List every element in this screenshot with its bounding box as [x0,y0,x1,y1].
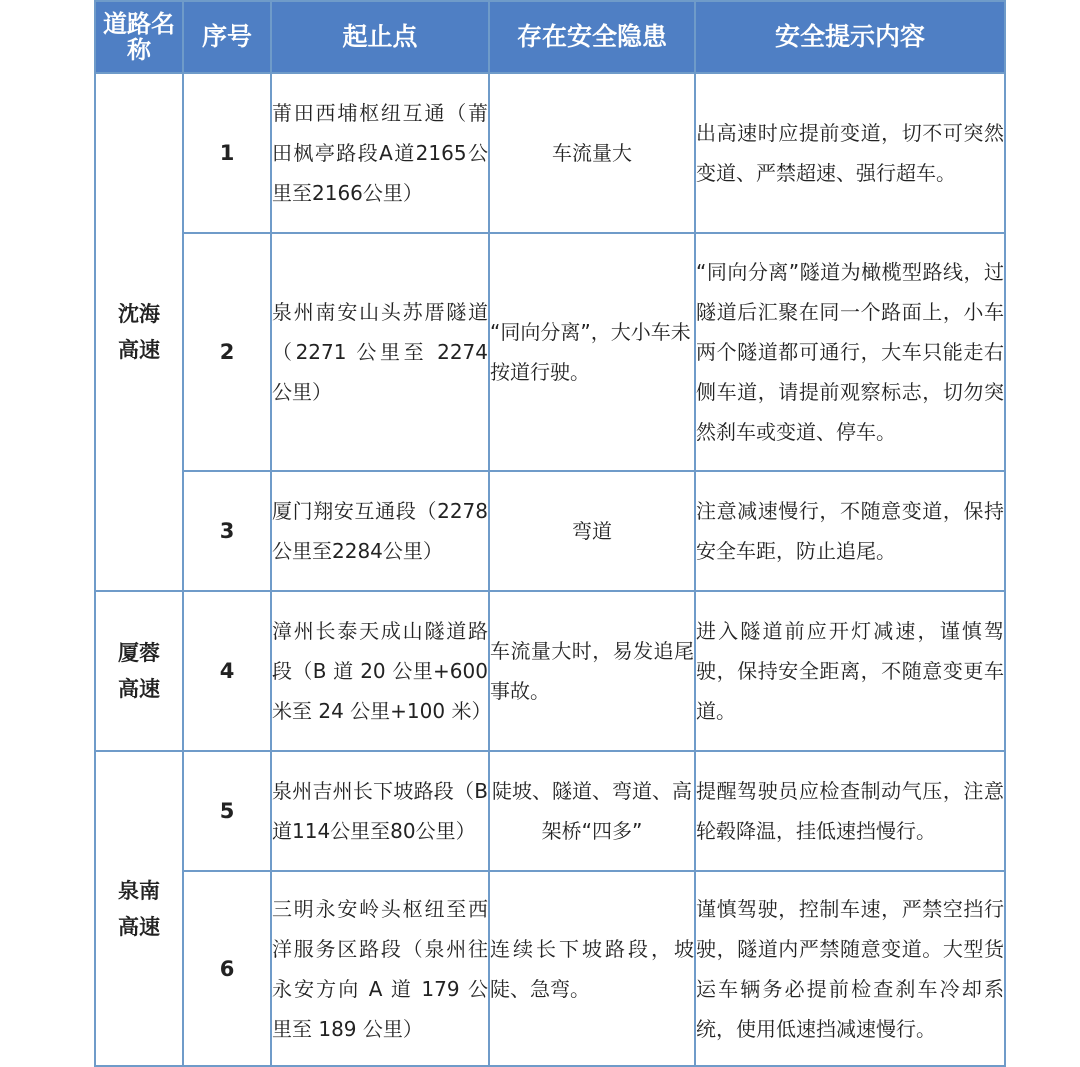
road-name-cell [95,751,183,1066]
tip-cell: 进入隧道前应开灯减速，谨慎驾驶，保持安全距离，不随意变更车道。 [695,591,1005,751]
tip-cell: 谨慎驾驶，控制车速，严禁空挡行驶，隧道内严禁随意变道。大型货运车辆务必提前检查刹车冷却系统，使用低速挡减速慢行。 [695,871,1005,1066]
header-tip: 安全提示内容 [695,1,1005,73]
road-name-cell [95,73,183,591]
row-index: 2 [183,233,271,471]
header-row [95,1,1005,73]
tip-cell: 出高速时应提前变道，切不可突然变道、严禁超速、强行超车。 [695,73,1005,233]
safety-table [94,0,1006,1067]
header-hazard: 存在安全隐患 [489,1,695,73]
road-name: 厦蓉高速 [118,641,160,701]
segment-cell: 莆田西埔枢纽互通（莆田枫亭路段A道2165公里至2166公里） [271,73,489,233]
row-index: 1 [183,73,271,233]
hazard-cell: 弯道 [489,471,695,591]
table-row [95,871,1005,1066]
hazard-cell: 车流量大 [489,73,695,233]
hazard-cell: 陡坡、隧道、弯道、高架桥“四多” [489,751,695,871]
segment-cell: 泉州南安山头苏厝隧道（2271 公里至 2274 公里） [271,233,489,471]
row-index: 3 [183,471,271,591]
header-index: 序号 [183,1,271,73]
road-name: 沈海高速 [118,302,160,362]
road-name-cell [95,591,183,751]
header-road-name: 道路名称 [95,1,183,73]
segment-cell: 厦门翔安互通段（2278公里至2284公里） [271,471,489,591]
table-row [95,73,1005,233]
table-row [95,751,1005,871]
segment-cell: 三明永安岭头枢纽至西洋服务区路段（泉州往永安方向 A 道 179 公里至 189 公里） [271,871,489,1066]
hazard-cell: “同向分离”，大小车未按道行驶。 [489,233,695,471]
tip-cell: 注意减速慢行，不随意变道，保持安全车距，防止追尾。 [695,471,1005,591]
table-row [95,233,1005,471]
tip-cell: “同向分离”隧道为橄榄型路线，过隧道后汇聚在同一个路面上，小车两个隧道都可通行，大车只能走右侧车道，请提前观察标志，切勿突然刹车或变道、停车。 [695,233,1005,471]
table-row [95,591,1005,751]
hazard-cell: 车流量大时，易发追尾事故。 [489,591,695,751]
header-segment: 起止点 [271,1,489,73]
row-index: 4 [183,591,271,751]
row-index: 5 [183,751,271,871]
segment-cell: 漳州长泰天成山隧道路段（B 道 20 公里+600 米至 24 公里+100 米） [271,591,489,751]
road-name: 泉南高速 [118,878,160,939]
segment-cell: 泉州吉州长下坡路段（B道114公里至80公里） [271,751,489,871]
tip-cell: 提醒驾驶员应检查制动气压，注意轮毂降温，挂低速挡慢行。 [695,751,1005,871]
table-row [95,471,1005,591]
hazard-cell: 连续长下坡路段，坡陡、急弯。 [489,871,695,1066]
row-index: 6 [183,871,271,1066]
